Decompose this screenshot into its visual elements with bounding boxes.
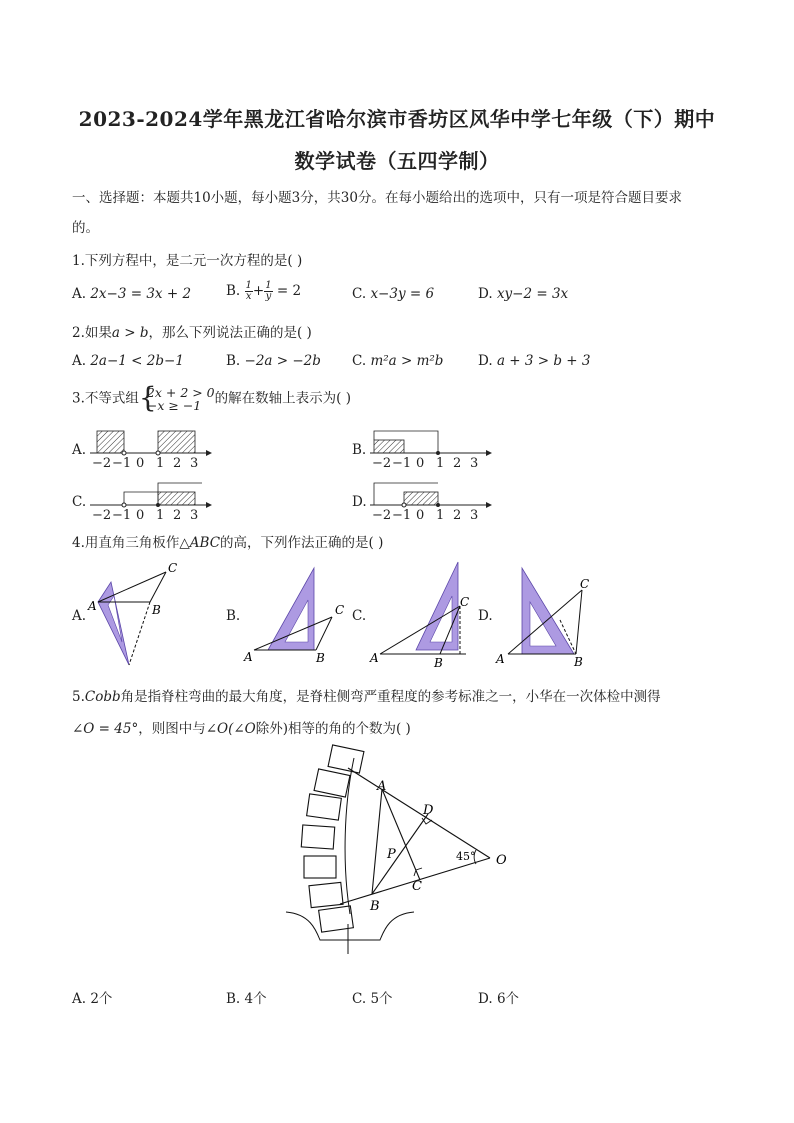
q3-option-a[interactable]: A. [72,442,87,458]
svg-text:C: C [335,603,345,617]
exam-page: 2023-2024学年黑龙江省哈尔滨市香坊区风华中学七年级（下）期中 数学试卷（五四学制） 一、选择题：本题共10小题，每小题3分，共30分。在每小题给出的选项中，只有一项是符合题目要求 的。 1.下列方程中，是二元一次方程的是( ) A. 2x−3 = 3x + 2 B. $\frac{1}{x}$ + $\frac{1}{y}$ = 2 C. x−3y = 6 D. xy−2 = 3x 2.如果a > b，那么下列说法正确的是( ) A. 2a−1 < 2b−1 B. −2a > −2b C. m²a > m²b D. a + 3 > b + 3 3.不等式组 { 2x + 2 > 0 −x ≥ −1 的解在数轴上表示为( ) A. −2 −1 0 1 2 3 B. −2 −1 0 1 2 3 C. −2 −1 0 1 2 3 D. −2 −1 0 1 2 3 4.用直角三角板作△ABC的高，下列作法正确的是( ) A. A B C B. A B C C. A B C D. A B C 5.Cobb角是指脊柱弯曲的最大角度，是脊柱侧弯严重程度的参考标准之一，小华在一次体检中测得 ∠O = 45°，则图中与∠O(∠O除外)相等的角的个数为( ) A D P C B O 45° A. 2个 B. 4个 C. 5个 D. 6个 [0,0,794,1123]
label-c: C [168,561,178,575]
q3-option-d[interactable]: D. [352,494,367,510]
q4-option-b[interactable]: B. [226,608,241,624]
q2-stem: 2.如果a > b，那么下列说法正确的是( ) [72,325,312,341]
svg-text:B: B [574,655,583,669]
q5-option-b[interactable]: B. 4个 [226,991,267,1007]
q5-stem-line2: ∠O = 45°，则图中与∠O(∠O除外)相等的角的个数为( ) [72,721,411,737]
q1-option-a[interactable]: A. 2x−3 = 3x + 2 [72,286,192,302]
q4-option-c[interactable]: C. [352,608,367,624]
q4-option-a[interactable]: A. [72,608,87,624]
label-angle-45: 45° [456,850,476,863]
label-point-b: B [370,899,380,914]
label-a: A [88,599,97,613]
exam-title-line2: 数学试卷（五四学制） [294,149,500,173]
q4-stem: 4.用直角三角板作△ABC的高，下列作法正确的是( ) [72,535,384,551]
q2-option-a[interactable]: A. 2a−1 < 2b−1 [72,353,184,369]
label-point-d: D [423,803,434,818]
q5-option-a[interactable]: A. 2个 [72,991,113,1007]
svg-text:A: A [244,650,253,664]
q5-option-d[interactable]: D. 6个 [478,991,520,1007]
triangle-figure-d [492,562,602,672]
q2-option-b[interactable]: B. −2a > −2b [226,353,321,369]
svg-text:A: A [370,651,379,665]
inequality-system: { 2x + 2 > 0 −x ≥ −1 [138,381,215,414]
label-b: B [152,603,161,617]
label-point-c: C [412,879,422,894]
q1-option-b[interactable]: B. $\frac{1}{x}$ + $\frac{1}{y}$ = 2 [226,280,302,302]
svg-text:B: B [434,656,443,670]
exam-title-line1: 2023-2024学年黑龙江省哈尔滨市香坊区风华中学七年级（下）期中 [78,107,716,131]
q3-option-b[interactable]: B. [352,442,367,458]
q4-option-d[interactable]: D. [478,608,493,624]
q3-stem: 3.不等式组 { 2x + 2 > 0 −x ≥ −1 的解在数轴上表示为( ) [72,381,351,414]
q2-option-c[interactable]: C. m²a > m²b [352,353,444,369]
cobb-angle-figure [280,744,520,958]
svg-text:A: A [496,652,505,666]
svg-text:C: C [460,595,470,609]
svg-text:B: B [316,651,325,665]
q3-option-c[interactable]: C. [72,494,87,510]
svg-text:C: C [580,577,590,591]
q1-option-c[interactable]: C. x−3y = 6 [352,286,435,302]
triangle-figure-a [84,560,194,670]
q1-option-d[interactable]: D. xy−2 = 3x [478,286,569,302]
q5-stem-line1: 5.Cobb角是指脊柱弯曲的最大角度，是脊柱侧弯严重程度的参考标准之一，小华在一次体检中测得 [72,689,661,705]
section-intro-cont: 的。 [72,220,99,236]
label-point-o: O [496,853,507,868]
q5-option-c[interactable]: C. 5个 [352,991,393,1007]
section-intro: 一、选择题：本题共10小题，每小题3分，共30分。在每小题给出的选项中，只有一项是符合题目要求 [72,190,682,206]
q1-stem: 1.下列方程中，是二元一次方程的是( ) [72,253,303,269]
label-point-a: A [377,779,387,794]
label-point-p: P [387,847,396,862]
triangle-figure-b [240,562,360,672]
q2-option-d[interactable]: D. a + 3 > b + 3 [478,353,591,369]
triangle-figure-c [368,558,478,672]
